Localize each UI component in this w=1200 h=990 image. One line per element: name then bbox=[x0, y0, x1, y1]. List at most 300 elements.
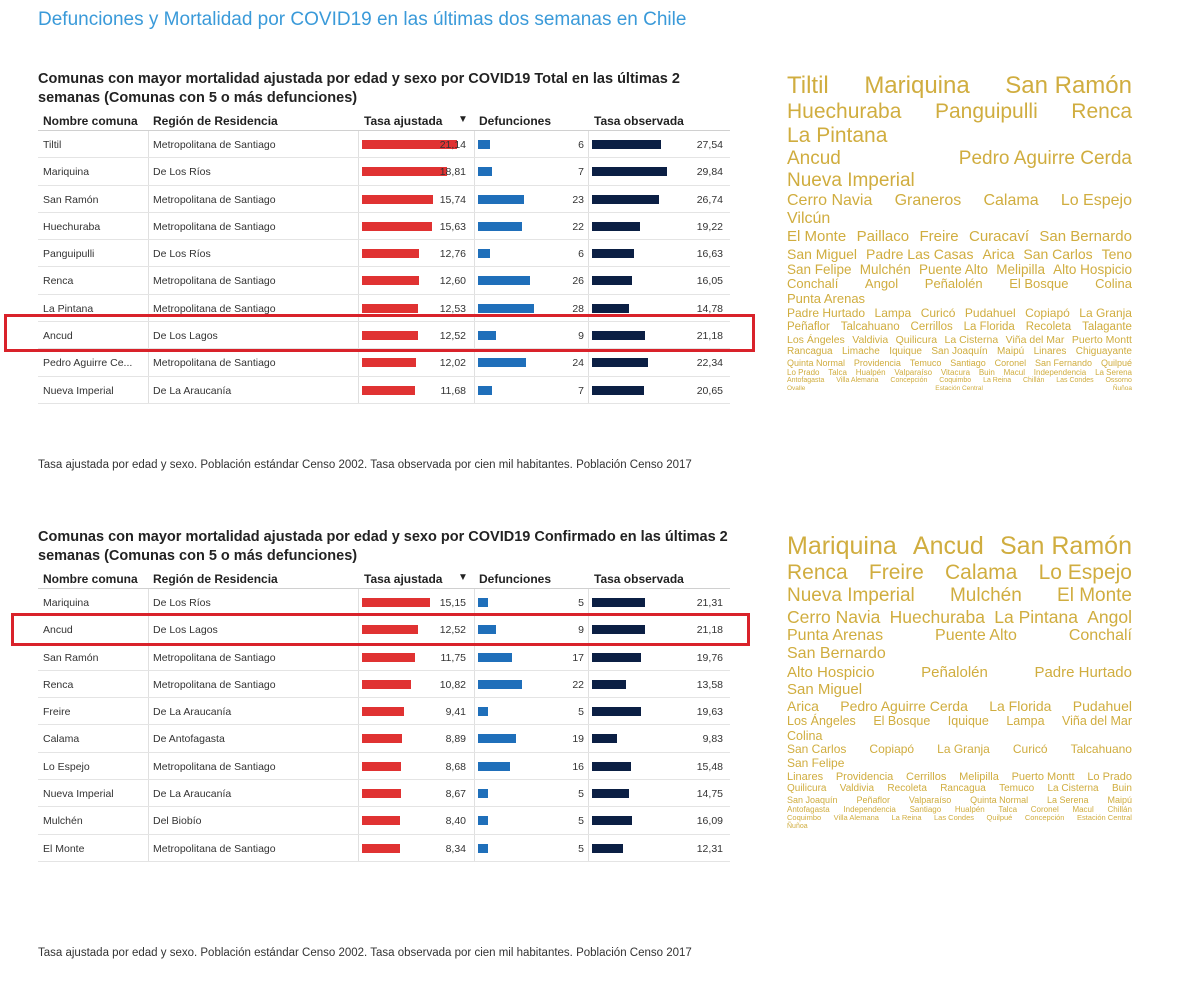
word-cloud-term: Peñalolén bbox=[924, 276, 983, 292]
value-tasa-observada: 16,05 bbox=[696, 275, 723, 288]
word-cloud-term: Mulchén bbox=[859, 261, 911, 277]
word-cloud-term: Temuco bbox=[909, 357, 942, 368]
cell-region: Metropolitana de Santiago bbox=[153, 302, 276, 315]
value-tasa-ajustada: 8,67 bbox=[445, 788, 466, 801]
word-cloud-term: Renca bbox=[787, 560, 848, 584]
column-divider bbox=[588, 671, 589, 697]
value-defunciones: 28 bbox=[572, 302, 584, 315]
word-cloud-term: Ancud bbox=[787, 147, 841, 169]
column-divider bbox=[474, 698, 475, 724]
table-row bbox=[38, 349, 730, 376]
word-cloud-term: San Bernardo bbox=[1039, 228, 1132, 246]
cell-nombre: Renca bbox=[43, 678, 74, 691]
word-cloud-term: Padre Las Casas bbox=[866, 245, 974, 262]
column-divider bbox=[358, 377, 359, 403]
word-cloud-term: Ancud bbox=[912, 532, 984, 560]
word-cloud-term: Puente Alto bbox=[918, 261, 989, 277]
word-cloud-term: Talcahuano bbox=[1070, 741, 1132, 756]
column-divider bbox=[474, 671, 475, 697]
column-divider bbox=[358, 644, 359, 670]
word-cloud-term: Peñaflor bbox=[787, 320, 830, 333]
column-divider bbox=[474, 349, 475, 375]
word-cloud-term: Freire bbox=[919, 228, 959, 246]
word-cloud-term: Coronel bbox=[994, 357, 1027, 368]
word-cloud-term: Freire bbox=[868, 560, 924, 584]
value-tasa-ajustada: 12,60 bbox=[439, 275, 466, 288]
bar-defunciones bbox=[478, 816, 488, 825]
column-divider bbox=[358, 780, 359, 806]
column-header-region: Región de Residencia bbox=[153, 114, 278, 128]
cell-region: De La Araucanía bbox=[153, 706, 232, 719]
table-header bbox=[38, 111, 730, 131]
word-cloud-term: Melipilla bbox=[959, 770, 999, 783]
word-cloud-term: Colina bbox=[787, 728, 823, 743]
word-cloud-term: Viña del Mar bbox=[1005, 334, 1065, 347]
word-cloud-term: Maipú bbox=[1107, 794, 1132, 805]
value-defunciones: 5 bbox=[578, 788, 584, 801]
word-cloud-term: El Bosque bbox=[873, 714, 931, 729]
word-cloud-term: La Cisterna bbox=[944, 334, 999, 347]
bar-defunciones bbox=[478, 762, 510, 771]
bar-defunciones bbox=[478, 789, 488, 798]
word-cloud-term: Conchalí bbox=[787, 276, 839, 292]
cell-region: Metropolitana de Santiago bbox=[153, 220, 276, 233]
word-cloud-term: Estación Central bbox=[935, 385, 983, 393]
bar-tasa-observada bbox=[592, 653, 641, 662]
value-defunciones: 5 bbox=[578, 597, 584, 609]
column-divider bbox=[474, 753, 475, 779]
table-row bbox=[38, 671, 730, 698]
word-cloud-term: La Serena bbox=[1095, 368, 1132, 377]
bar-tasa-ajustada bbox=[362, 734, 402, 743]
table-row bbox=[38, 213, 730, 240]
cell-nombre: San Ramón bbox=[43, 193, 99, 206]
column-divider bbox=[358, 267, 359, 293]
column-divider bbox=[148, 213, 149, 239]
value-tasa-observada: 9,83 bbox=[702, 733, 723, 746]
cell-nombre: Lo Espejo bbox=[43, 760, 90, 773]
word-cloud-term: Melipilla bbox=[996, 261, 1045, 277]
word-cloud-term: Padre Hurtado bbox=[1034, 663, 1132, 681]
word-cloud-term: Chiguayante bbox=[1075, 346, 1132, 358]
cell-region: De La Araucanía bbox=[153, 384, 232, 397]
bar-defunciones bbox=[478, 680, 522, 689]
value-tasa-ajustada: 8,89 bbox=[445, 733, 466, 746]
word-cloud-term: Mariquina bbox=[787, 532, 897, 560]
panel-title: Comunas con mayor mortalidad ajustada por edad y sexo por COVID19 Confirmado en las últimas 2 semanas (Comunas con 5 o más defunciones) bbox=[38, 529, 728, 564]
column-divider bbox=[148, 671, 149, 697]
bar-tasa-observada bbox=[592, 249, 634, 258]
cell-nombre: Nueva Imperial bbox=[43, 384, 114, 397]
word-cloud-term: Peñaflor bbox=[856, 794, 890, 805]
column-divider bbox=[148, 158, 149, 184]
word-cloud-term: San Bernardo bbox=[787, 645, 886, 663]
table-row bbox=[38, 267, 730, 294]
word-cloud-term: Mariquina bbox=[864, 72, 970, 99]
word-cloud-term: Rancagua bbox=[940, 783, 986, 795]
table-row bbox=[38, 377, 730, 404]
table-row bbox=[38, 698, 730, 725]
word-cloud-term: Quilicura bbox=[787, 783, 827, 795]
word-cloud-term: Valparaíso bbox=[894, 368, 933, 377]
cell-region: De Los Lagos bbox=[153, 330, 218, 343]
word-cloud-term: La Serena bbox=[1047, 794, 1089, 805]
column-divider bbox=[148, 835, 149, 861]
value-tasa-observada: 21,18 bbox=[696, 330, 723, 343]
cell-nombre: Renca bbox=[43, 275, 74, 288]
word-cloud-term: Providencia bbox=[835, 770, 894, 783]
word-cloud-term: Maipú bbox=[996, 346, 1025, 358]
word-cloud-term: San Miguel bbox=[787, 245, 858, 262]
word-cloud-term: La Florida bbox=[963, 320, 1015, 333]
word-cloud-term: La Granja bbox=[1079, 306, 1132, 321]
word-cloud-term: San Felipe bbox=[787, 261, 852, 277]
word-cloud-confirmado bbox=[787, 532, 1139, 831]
value-tasa-observada: 29,84 bbox=[696, 166, 723, 179]
bar-defunciones bbox=[478, 844, 488, 853]
cell-nombre: Ancud bbox=[43, 624, 73, 637]
cell-nombre: Mulchén bbox=[43, 815, 83, 828]
word-cloud-term: Cerrillos bbox=[910, 320, 953, 333]
value-defunciones: 17 bbox=[572, 651, 584, 664]
word-cloud-term: La Florida bbox=[989, 698, 1052, 715]
word-cloud-term: Temuco bbox=[999, 783, 1035, 795]
cell-nombre: Mariquina bbox=[43, 166, 90, 179]
word-cloud-term: Alto Hospicio bbox=[787, 663, 875, 681]
word-cloud-term: Valdivia bbox=[839, 783, 875, 795]
word-cloud-term: Coquimbo bbox=[939, 377, 972, 385]
column-divider bbox=[588, 240, 589, 266]
value-tasa-observada: 19,63 bbox=[696, 706, 723, 719]
word-cloud-term: Macul bbox=[1003, 368, 1025, 377]
value-tasa-ajustada: 15,63 bbox=[439, 220, 466, 233]
cell-nombre: El Monte bbox=[43, 842, 85, 855]
cell-nombre: Mariquina bbox=[43, 597, 90, 609]
value-tasa-ajustada: 18,81 bbox=[439, 166, 466, 179]
cell-region: Metropolitana de Santiago bbox=[153, 357, 276, 370]
bar-defunciones bbox=[478, 653, 512, 662]
column-divider bbox=[148, 589, 149, 615]
word-cloud-term: Concepción bbox=[1024, 813, 1065, 823]
bar-tasa-observada bbox=[592, 598, 645, 607]
bar-tasa-observada bbox=[592, 195, 659, 204]
value-tasa-ajustada: 15,74 bbox=[439, 193, 466, 206]
cell-nombre: Panguipulli bbox=[43, 248, 95, 261]
word-cloud-term: Rancagua bbox=[787, 346, 833, 358]
cell-region: Metropolitana de Santiago bbox=[153, 193, 276, 206]
value-defunciones: 5 bbox=[578, 815, 584, 828]
value-tasa-observada: 19,76 bbox=[696, 651, 723, 664]
column-divider bbox=[588, 158, 589, 184]
column-header-region: Región de Residencia bbox=[153, 572, 278, 586]
value-tasa-ajustada: 9,41 bbox=[445, 706, 466, 719]
word-cloud-term: Paillaco bbox=[856, 228, 910, 246]
word-cloud-term: Talcahuano bbox=[840, 320, 900, 333]
column-divider bbox=[358, 671, 359, 697]
column-divider bbox=[474, 267, 475, 293]
column-divider bbox=[474, 589, 475, 615]
column-divider bbox=[358, 835, 359, 861]
word-cloud-term: Pudahuel bbox=[964, 306, 1016, 321]
word-cloud-term: Angol bbox=[1087, 606, 1132, 627]
column-divider bbox=[474, 725, 475, 751]
bar-tasa-observada bbox=[592, 707, 641, 716]
column-divider bbox=[588, 349, 589, 375]
cell-region: Metropolitana de Santiago bbox=[153, 678, 276, 691]
value-tasa-ajustada: 8,34 bbox=[445, 842, 466, 855]
column-divider bbox=[358, 753, 359, 779]
word-cloud-term: San Joaquín bbox=[931, 346, 988, 358]
word-cloud-term: Ñuñoa bbox=[787, 822, 808, 830]
word-cloud-term: Villa Alemana bbox=[833, 813, 879, 823]
word-cloud-term: Mulchén bbox=[949, 584, 1022, 606]
word-cloud-term: Curacaví bbox=[968, 228, 1030, 246]
word-cloud-term: Calama bbox=[944, 560, 1018, 584]
word-cloud-term: Cerro Navia bbox=[787, 191, 873, 209]
cell-nombre: Pedro Aguirre Ce... bbox=[43, 357, 133, 370]
column-divider bbox=[588, 213, 589, 239]
word-cloud-term: Quilpué bbox=[986, 813, 1013, 823]
word-cloud-term: San Carlos bbox=[1023, 245, 1093, 262]
word-cloud-term: Puerto Montt bbox=[1011, 770, 1075, 783]
word-cloud-term: Punta Arenas bbox=[787, 626, 884, 644]
word-cloud-term: Lampa bbox=[874, 306, 912, 321]
word-cloud-term: Puente Alto bbox=[935, 626, 1017, 644]
word-cloud-term: Punta Arenas bbox=[787, 291, 866, 307]
word-cloud-term: Concepción bbox=[890, 377, 928, 385]
value-tasa-ajustada: 12,52 bbox=[439, 330, 466, 343]
word-cloud-term: Los Ángeles bbox=[787, 334, 845, 347]
value-tasa-observada: 12,31 bbox=[696, 842, 723, 855]
word-cloud-term: Talca bbox=[828, 368, 847, 377]
table-row bbox=[38, 835, 730, 862]
column-divider bbox=[358, 589, 359, 615]
sort-descending-icon[interactable]: ▼ bbox=[458, 572, 468, 583]
bar-defunciones bbox=[478, 222, 522, 231]
value-tasa-ajustada: 21,14 bbox=[439, 139, 466, 151]
bar-tasa-observada bbox=[592, 844, 623, 853]
word-cloud-term: San Miguel bbox=[787, 680, 863, 698]
value-defunciones: 6 bbox=[578, 248, 584, 261]
word-cloud-term: La Pintana bbox=[787, 123, 888, 147]
table-row bbox=[38, 807, 730, 834]
word-cloud-term: El Monte bbox=[787, 228, 847, 246]
word-cloud-term: Angol bbox=[864, 276, 899, 292]
word-cloud-term: Cerro Navia bbox=[787, 606, 881, 627]
column-divider bbox=[358, 349, 359, 375]
bar-tasa-ajustada bbox=[362, 816, 400, 825]
column-header-nombre: Nombre comuna bbox=[43, 114, 138, 128]
cell-nombre: Huechuraba bbox=[43, 220, 101, 233]
word-cloud-term: Arica bbox=[787, 698, 819, 715]
table-header bbox=[38, 569, 730, 589]
column-divider bbox=[148, 267, 149, 293]
column-divider bbox=[148, 240, 149, 266]
value-tasa-observada: 21,31 bbox=[696, 597, 723, 609]
panel-title: Comunas con mayor mortalidad ajustada por edad y sexo por COVID19 Total en las últimas 2 semanas (Comunas con 5 o más defunciones) bbox=[38, 71, 680, 106]
value-defunciones: 9 bbox=[578, 330, 584, 343]
word-cloud-term: Linares bbox=[1033, 346, 1067, 358]
value-tasa-observada: 16,63 bbox=[696, 248, 723, 261]
column-divider bbox=[588, 807, 589, 833]
table-row bbox=[38, 240, 730, 267]
cell-nombre: La Pintana bbox=[43, 302, 94, 315]
word-cloud-term: Recoleta bbox=[1025, 320, 1072, 333]
word-cloud-term: Graneros bbox=[894, 191, 962, 209]
cell-nombre: Tiltil bbox=[43, 139, 62, 151]
value-tasa-observada: 22,34 bbox=[696, 357, 723, 370]
value-defunciones: 9 bbox=[578, 624, 584, 637]
bar-defunciones bbox=[478, 249, 490, 258]
word-cloud-term: Conchalí bbox=[1068, 626, 1132, 644]
word-cloud-term: Las Condes bbox=[1056, 377, 1094, 385]
value-tasa-observada: 16,09 bbox=[696, 815, 723, 828]
word-cloud-term: Los Ángeles bbox=[787, 714, 856, 729]
value-defunciones: 7 bbox=[578, 166, 584, 179]
value-tasa-ajustada: 10,82 bbox=[439, 678, 466, 691]
word-cloud-term: Alto Hospicio bbox=[1053, 261, 1132, 277]
word-cloud-term: Buin bbox=[978, 368, 995, 377]
value-defunciones: 23 bbox=[572, 193, 584, 206]
word-cloud-term: Arica bbox=[982, 245, 1015, 262]
column-divider bbox=[474, 158, 475, 184]
bar-tasa-observada bbox=[592, 276, 632, 285]
cell-region: De Los Ríos bbox=[153, 166, 211, 179]
column-divider bbox=[358, 698, 359, 724]
cell-region: De Antofagasta bbox=[153, 733, 225, 746]
column-divider bbox=[148, 186, 149, 212]
value-defunciones: 24 bbox=[572, 357, 584, 370]
cell-region: De Los Ríos bbox=[153, 597, 211, 609]
word-cloud-term: Huechuraba bbox=[889, 606, 985, 627]
column-divider bbox=[148, 725, 149, 751]
column-divider bbox=[148, 698, 149, 724]
cell-nombre: Freire bbox=[43, 706, 71, 719]
word-cloud-term: Calama bbox=[983, 191, 1039, 209]
word-cloud-term: Chillán bbox=[1022, 377, 1045, 385]
cell-region: Metropolitana de Santiago bbox=[153, 139, 276, 151]
word-cloud-term: El Bosque bbox=[1009, 276, 1069, 292]
bar-defunciones bbox=[478, 707, 488, 716]
column-divider bbox=[588, 780, 589, 806]
word-cloud-term: Padre Hurtado bbox=[787, 306, 866, 321]
column-divider bbox=[588, 131, 589, 157]
column-divider bbox=[358, 213, 359, 239]
word-cloud-term: San Carlos bbox=[787, 741, 847, 756]
word-cloud-term: Coquimbo bbox=[787, 813, 822, 823]
word-cloud-term: San Ramón bbox=[999, 532, 1132, 560]
table-panel-total bbox=[38, 70, 738, 397]
bar-defunciones bbox=[478, 386, 492, 395]
table-row bbox=[38, 131, 730, 158]
cell-region: De La Araucanía bbox=[153, 788, 232, 801]
value-defunciones: 22 bbox=[572, 678, 584, 691]
bar-tasa-observada bbox=[592, 386, 644, 395]
column-divider bbox=[358, 131, 359, 157]
column-divider bbox=[588, 753, 589, 779]
value-tasa-ajustada: 12,53 bbox=[439, 302, 466, 315]
column-divider bbox=[474, 807, 475, 833]
column-divider bbox=[358, 725, 359, 751]
sort-descending-icon[interactable]: ▼ bbox=[458, 114, 468, 125]
word-cloud-term: Antofagasta bbox=[787, 377, 825, 385]
word-cloud-term: Recoleta bbox=[887, 783, 927, 795]
column-header-tasa: Tasa ajustada bbox=[364, 572, 443, 586]
word-cloud-total bbox=[787, 72, 1139, 393]
word-cloud-term: Pudahuel bbox=[1072, 698, 1132, 715]
value-tasa-ajustada: 8,68 bbox=[445, 760, 466, 773]
word-cloud-term: Curicó bbox=[920, 306, 956, 321]
word-cloud-term: Las Condes bbox=[933, 813, 975, 823]
word-cloud-term: Lo Espejo bbox=[1060, 191, 1132, 209]
word-cloud-term: Tiltil bbox=[787, 72, 829, 99]
value-defunciones: 7 bbox=[578, 384, 584, 397]
word-cloud-term: Coronel bbox=[1030, 805, 1059, 815]
column-divider bbox=[588, 698, 589, 724]
column-divider bbox=[474, 835, 475, 861]
word-cloud-term: Huechuraba bbox=[787, 99, 902, 123]
cell-region: Metropolitana de Santiago bbox=[153, 760, 276, 773]
word-cloud-term: Valdivia bbox=[852, 334, 889, 347]
column-divider bbox=[588, 267, 589, 293]
cell-region: Metropolitana de Santiago bbox=[153, 842, 276, 855]
bar-defunciones bbox=[478, 140, 490, 149]
word-cloud-term: Puerto Montt bbox=[1071, 334, 1132, 347]
word-cloud-term: El Monte bbox=[1057, 584, 1132, 606]
column-divider bbox=[148, 807, 149, 833]
column-divider bbox=[474, 780, 475, 806]
bar-tasa-ajustada bbox=[362, 707, 404, 716]
value-tasa-ajustada: 15,15 bbox=[439, 597, 466, 609]
word-cloud-term: Quilicura bbox=[895, 334, 938, 347]
bar-tasa-observada bbox=[592, 734, 617, 743]
word-cloud-term: Talca bbox=[998, 805, 1018, 815]
word-cloud-term: Independencia bbox=[1033, 368, 1087, 377]
column-divider bbox=[148, 377, 149, 403]
cell-nombre: Nueva Imperial bbox=[43, 788, 114, 801]
table-panel-confirmado bbox=[38, 528, 738, 855]
value-tasa-ajustada: 8,40 bbox=[445, 815, 466, 828]
bar-tasa-observada bbox=[592, 789, 629, 798]
word-cloud-term: Peñalolén bbox=[921, 663, 988, 681]
word-cloud-term: Independencia bbox=[843, 805, 896, 815]
column-header-obs: Tasa observada bbox=[594, 114, 684, 128]
word-cloud-term: Renca bbox=[1071, 99, 1132, 123]
word-cloud-term: San Ramón bbox=[1005, 72, 1132, 99]
word-cloud-term: Pedro Aguirre Cerda bbox=[840, 698, 968, 715]
word-cloud-term: San Felipe bbox=[787, 755, 845, 770]
word-cloud-term: San Fernando bbox=[1035, 357, 1093, 368]
column-divider bbox=[474, 377, 475, 403]
table-row bbox=[38, 780, 730, 807]
column-header-defunciones: Defunciones bbox=[479, 572, 552, 586]
bar-tasa-observada bbox=[592, 816, 632, 825]
word-cloud-term: Ñuñoa bbox=[1112, 385, 1132, 393]
column-divider bbox=[588, 725, 589, 751]
word-cloud-term: Macul bbox=[1072, 805, 1094, 815]
cell-nombre: Ancud bbox=[43, 330, 73, 343]
bar-tasa-ajustada bbox=[362, 844, 400, 853]
bar-tasa-observada bbox=[592, 222, 640, 231]
table-row bbox=[38, 158, 730, 185]
word-cloud-term: Ossorno bbox=[1105, 377, 1132, 385]
word-cloud-term: Quinta Normal bbox=[787, 357, 846, 368]
word-cloud-term: San Joaquín bbox=[787, 794, 838, 805]
value-defunciones: 16 bbox=[572, 760, 584, 773]
column-divider bbox=[358, 158, 359, 184]
value-tasa-observada: 21,18 bbox=[696, 624, 723, 637]
word-cloud-term: La Pintana bbox=[994, 606, 1078, 627]
